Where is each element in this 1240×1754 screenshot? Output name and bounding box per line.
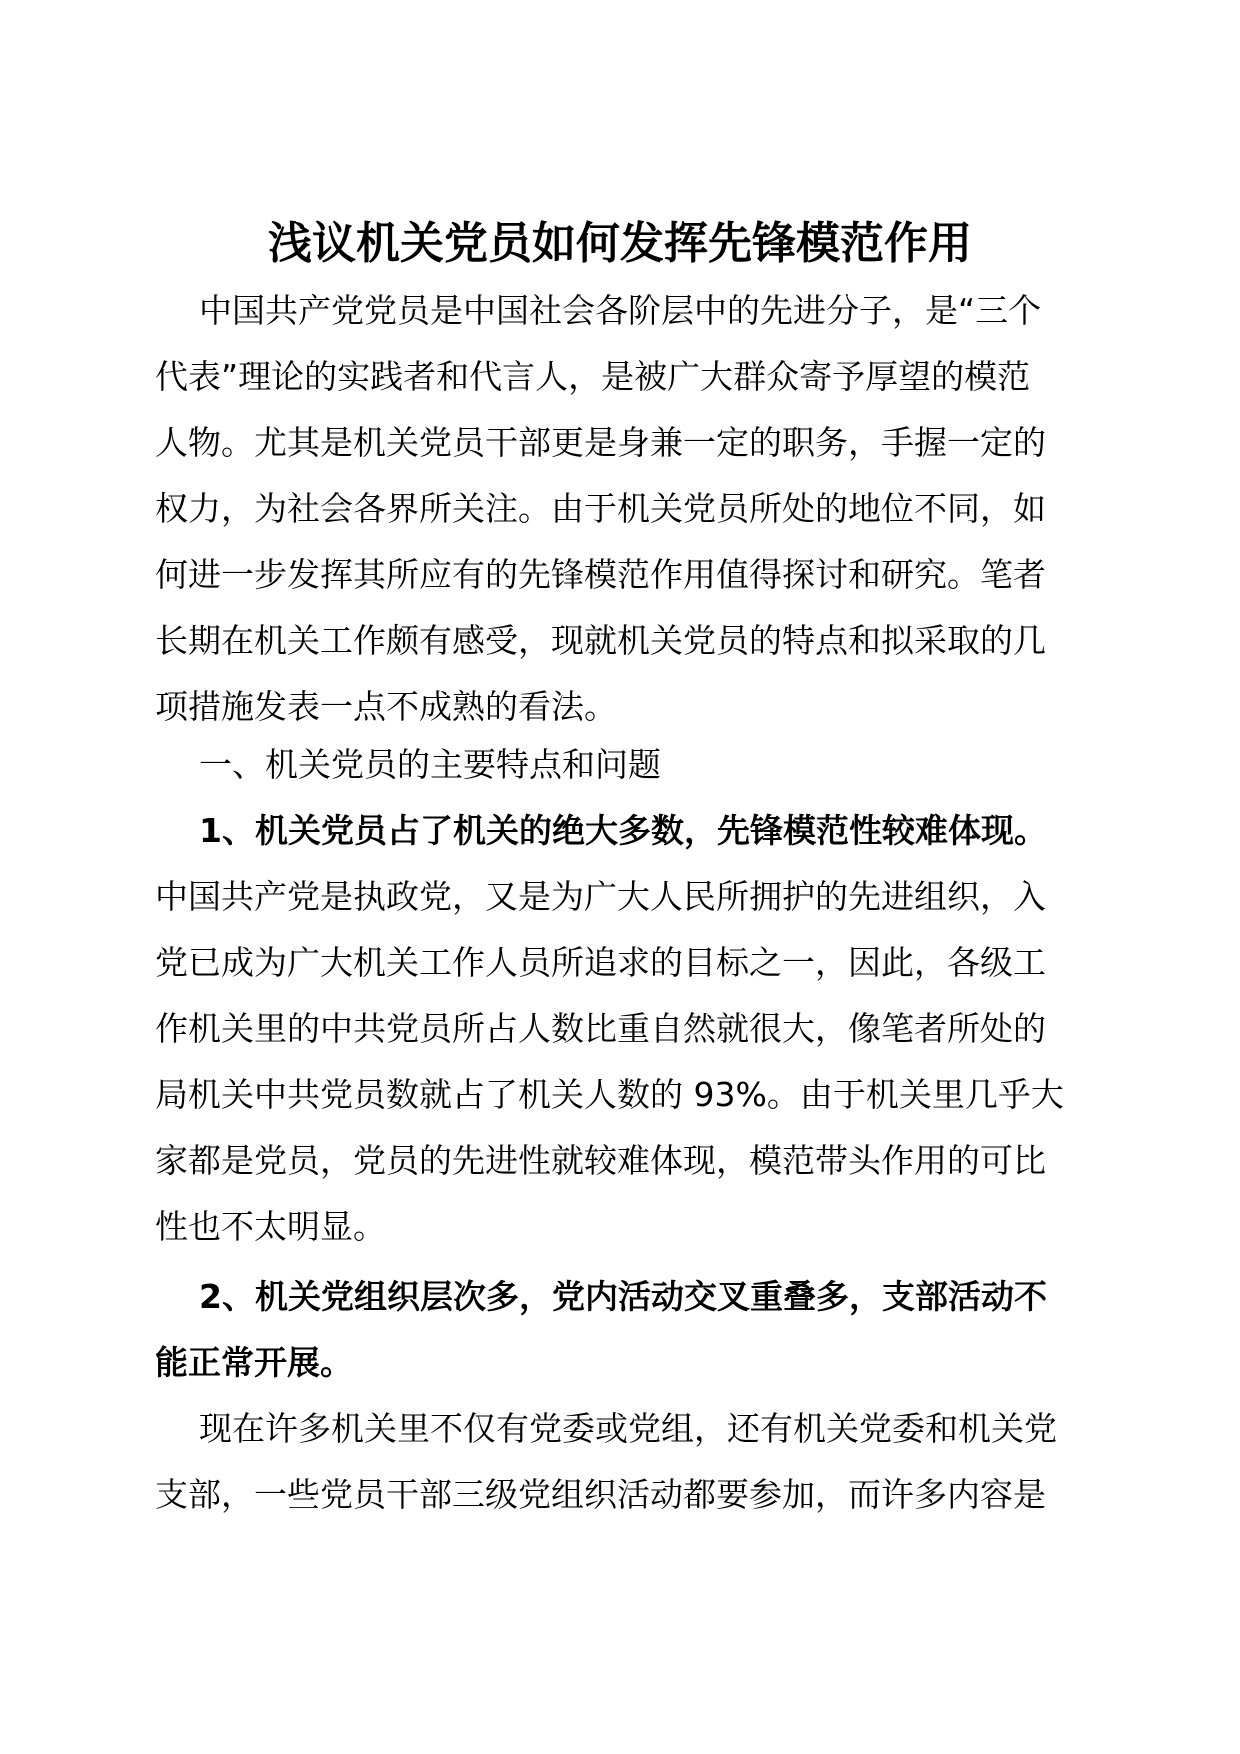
paragraph-line: 权力，为社会各界所关注。由于机关党员所处的地位不同，如 — [155, 489, 1046, 528]
paragraph-line: 中国共产党是执政党，又是为广大人民所拥护的先进组织，入 — [155, 877, 1046, 916]
paragraph-line: 现在许多机关里不仅有党委或党组，还有机关党委和机关党 — [199, 1409, 1057, 1448]
paragraph-intro — [155, 278, 1095, 740]
paragraph-line: 长期在机关工作颇有感受，现就机关党员的特点和拟采取的几 — [155, 621, 1046, 660]
paragraph-body — [155, 1396, 1095, 1528]
paragraph-line: 性也不太明显。 — [155, 1207, 386, 1246]
paragraph-line: 项措施发表一点不成熟的看法。 — [155, 687, 617, 726]
paragraph-line: 支部，一些党员干部三级党组织活动都要参加，而许多内容是 — [155, 1475, 1046, 1514]
point-heading: 2、机关党组织层次多，党内活动交叉重叠多，支部活动不 — [199, 1277, 1047, 1316]
paragraph-line: 何进一步发挥其所应有的先锋模范作用值得探讨和研究。笔者 — [155, 555, 1046, 594]
paragraph-point-1 — [155, 798, 1095, 1260]
paragraph-line: 代表”理论的实践者和代言人，是被广大群众寄予厚望的模范 — [155, 357, 1031, 396]
paragraph-line: 家都是党员，党员的先进性就较难体现，模范带头作用的可比 — [155, 1141, 1046, 1180]
section-heading-text: 一、机关党员的主要特点和问题 — [199, 745, 661, 784]
point-heading: 能正常开展。 — [155, 1343, 353, 1382]
paragraph-point-2 — [155, 1264, 1095, 1396]
section-heading — [155, 732, 1095, 798]
document-title: 浅议机关党员如何发挥先锋模范作用 — [268, 218, 972, 269]
paragraph-line: 中国共产党党员是中国社会各阶层中的先进分子，是“三个 — [199, 291, 1042, 330]
paragraph-line: 作机关里的中共党员所占人数比重自然就很大，像笔者所处的 — [155, 1009, 1046, 1048]
point-heading: 1、机关党员占了机关的绝大多数，先锋模范性较难体现。 — [199, 811, 1047, 850]
paragraph-line: 局机关中共党员数就占了机关人数的 93%。由于机关里几乎大 — [155, 1075, 1064, 1114]
paragraph-line: 党已成为广大机关工作人员所追求的目标之一，因此，各级工 — [155, 943, 1046, 982]
paragraph-line: 人物。尤其是机关党员干部更是身兼一定的职务，手握一定的 — [155, 423, 1046, 462]
